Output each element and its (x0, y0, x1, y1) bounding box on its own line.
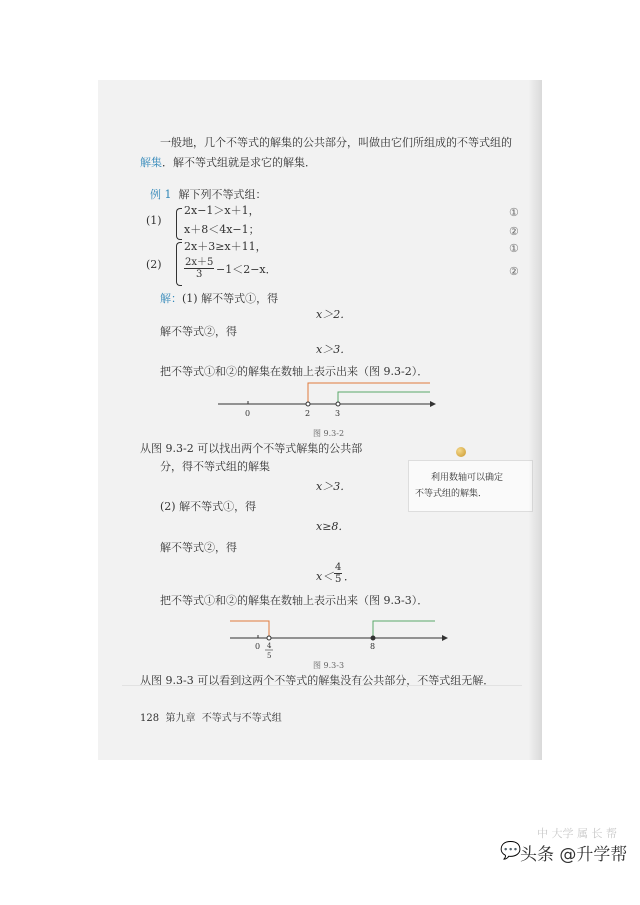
definition-line-2 (140, 156, 316, 170)
circle-1-label-b: ① (509, 242, 519, 255)
example-heading (150, 188, 267, 202)
problem-1-brace (176, 208, 182, 240)
example-text: 解下列不等式组： (178, 188, 267, 201)
problem-2-label: (2) (146, 258, 162, 271)
solution2-fraction (334, 562, 342, 585)
problem-1-label: (1) (146, 214, 162, 227)
solution-ray-x-lt-4-5 (230, 621, 269, 638)
side-note-line2: 不等式组的解集． (415, 489, 488, 499)
solution-ray-x-ge-8 (373, 621, 435, 638)
closed-point-8 (371, 636, 375, 640)
term-solution-set: 解集 (140, 156, 162, 169)
figure-caption-9-3-2: 图 9.3-2 (313, 429, 345, 438)
solution2-2-text: 解不等式②，得 (160, 541, 237, 554)
solution2-2-result-prefix: x＜ (316, 570, 334, 583)
open-point-2 (306, 402, 310, 406)
solution-1-text: (1) 解不等式①，得 (182, 292, 279, 305)
solution-1-line (160, 292, 278, 306)
solution-4-result: x＞3． (316, 480, 352, 493)
problem-2-fraction (184, 257, 214, 280)
footer-divider (122, 685, 522, 686)
open-point-4-5 (267, 636, 271, 640)
solution-ray-x-gt-3 (338, 392, 430, 404)
axis1-label-2: 2 (305, 409, 311, 418)
axis2-label-0: 0 (255, 642, 261, 651)
circle-2-label-b: ② (509, 265, 519, 278)
solution-label: 解： (160, 292, 182, 305)
axis1-label-3: 3 (335, 409, 341, 418)
side-note-card (408, 460, 533, 512)
note-pin-icon (456, 447, 466, 457)
problem-2-fraction-num: 2x＋5 (185, 257, 214, 268)
page-number: 128 (140, 713, 160, 724)
textbook-page (98, 80, 542, 760)
solution2-1-result: x≥8． (316, 520, 350, 533)
circle-2-label: ② (509, 225, 519, 238)
circle-1-label: ① (509, 206, 519, 219)
solution-2-result: x＞3． (316, 343, 352, 356)
problem-2-eq1: 2x＋3≥x＋11， (184, 240, 267, 253)
problem-2-brace (176, 242, 182, 286)
chat-bubble-icon: 💬 (500, 841, 522, 861)
open-point-3 (336, 402, 340, 406)
axis2-label-5: 5 (267, 652, 272, 660)
chapter-title: 不等式与不等式组 (201, 713, 282, 724)
definition-rest: ．解不等式组就是求它的解集． (162, 156, 316, 169)
example-label: 例 1 (150, 188, 172, 201)
side-note-line1: 利用数轴可以确定 (431, 473, 504, 483)
axis-arrow (430, 401, 436, 407)
problem-1-eq1: 2x−1＞x＋1， (184, 204, 260, 217)
axis1-label-0: 0 (245, 409, 251, 418)
watermark-faint-text: 中 大学 属 长 帮 (537, 827, 617, 840)
solution-1-result: x＞2． (316, 308, 352, 321)
solution-3-text: 把不等式①和②的解集在数轴上表示出来（图 9.3-2）． (160, 365, 429, 378)
solution-4-line2: 分，得不等式组的解集 (160, 460, 270, 473)
number-line-fig-9-3-2 (218, 380, 438, 422)
solution2-2-result-suffix: ． (344, 570, 355, 583)
solution-ray-x-gt-2 (308, 383, 430, 404)
solution-2-text: 解不等式②，得 (160, 325, 237, 338)
solution2-1-text: (2) 解不等式①，得 (160, 500, 257, 513)
axis2-label-4: 4 (267, 642, 272, 650)
solution-4-line1: 从图 9.3-2 可以找出两个不等式解集的公共部 (140, 442, 363, 455)
solution2-fraction-den: 5 (335, 574, 342, 585)
chapter-label: 第九章 (165, 713, 196, 724)
solution2-3-text: 把不等式①和②的解集在数轴上表示出来（图 9.3-3）． (160, 594, 429, 607)
problem-1-eq2: x＋8＜4x−1； (184, 223, 260, 236)
figure-caption-9-3-3: 图 9.3-3 (313, 661, 345, 670)
solution2-fraction-num: 4 (335, 562, 342, 573)
axis-arrow (442, 635, 448, 641)
definition-line-1: 一般地，几个不等式的解集的公共部分，叫做由它们所组成的不等式组的 (160, 136, 512, 149)
conclusion-line: 从图 9.3-3 可以看到这两个不等式的解集没有公共部分，不等式组无解． (140, 674, 495, 687)
axis2-label-8: 8 (370, 642, 376, 651)
problem-2-fraction-den: 3 (196, 269, 203, 280)
problem-2-eq2: −1＜2−x． (216, 263, 277, 276)
page-footer (140, 712, 282, 726)
watermark-text: 头条 @升学帮 (520, 845, 628, 865)
